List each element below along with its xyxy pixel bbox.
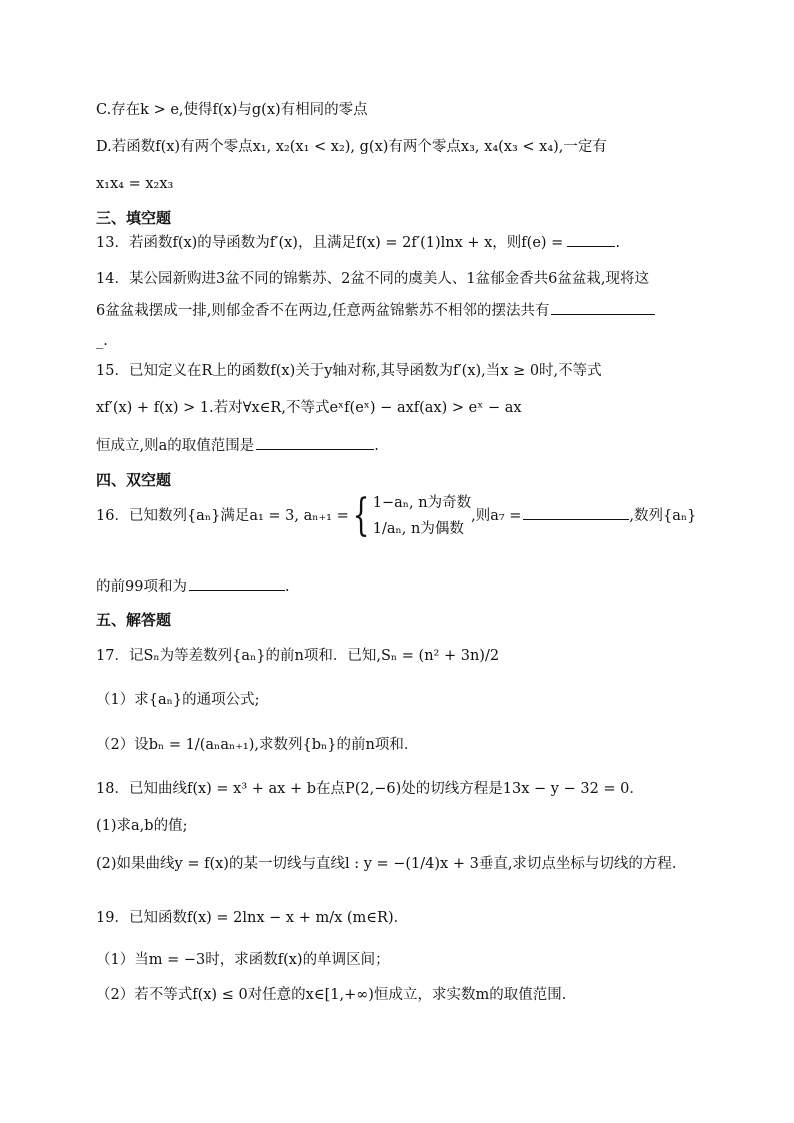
case-odd: 1−aₙ, n为奇数 [372, 495, 472, 511]
question-16-tail: ,则a₇ = [471, 508, 522, 524]
question-14-line3: _. [96, 333, 108, 349]
question-16-lead: 16．已知数列{aₙ}满足a₁ = 3, aₙ₊₁ = [96, 508, 349, 524]
answer-blank-16b[interactable] [189, 576, 285, 591]
question-16-tail2: ,数列{aₙ} [629, 508, 697, 524]
answer-blank-14[interactable] [551, 300, 655, 315]
section-double-blank: 四、双空题 [96, 471, 172, 489]
case-even: 1/aₙ, n为偶数 [372, 521, 464, 537]
question-14-line2 [96, 300, 655, 321]
question-14-line1: 14．某公园新购进3盆不同的锦紫苏、2盆不同的虞美人、1盆郁金香共6盆盆栽,现将这 [96, 271, 649, 287]
question-15-line1: 15．已知定义在R上的函数f(x)关于y轴对称,其导函数为f′(x),当x ≥ 0时,不等式 [96, 363, 602, 379]
cases-brace: { [352, 490, 370, 541]
question-19: 19．已知函数f(x) = 2lnx − x + m/x (m∈R)． [96, 910, 409, 926]
question-13: 13．若函数f(x)的导函数为f′(x)，且满足f(x) = 2f′(1)lnx + x，则f(e) = . [96, 232, 620, 253]
section-fill-blank: 三、填空题 [96, 209, 172, 227]
question-15-line3: 恒成立,则a的取值范围是 . [96, 435, 379, 456]
question-18-part2: (2)如果曲线y = f(x)的某一切线与直线l : y = −(1/4)x + 3垂直,求切点坐标与切线的方程. [96, 856, 677, 872]
question-17-part1: （1）求{aₙ}的通项公式; [96, 692, 260, 708]
question-17-part2: （2）设bₙ = 1/(aₙaₙ₊₁),求数列{bₙ}的前n项和． [96, 737, 419, 753]
question-15-text: 恒成立,则a的取值范围是 [96, 438, 255, 454]
piecewise-cases [373, 490, 471, 542]
option-d-line2: x₁x₄ = x₂x₃ [96, 176, 174, 192]
question-16-text-b: 的前99项和为 [96, 579, 187, 595]
question-19-part1: （1）当m = −3时，求函数f(x)的单调区间； [96, 952, 390, 968]
section-answer: 五、解答题 [96, 611, 172, 629]
question-14-text: 6盆盆栽摆成一排,则郁金香不在两边,任意两盆锦紫苏不相邻的摆法共有 [96, 303, 550, 319]
question-18-part1: (1)求a,b的值; [96, 818, 188, 834]
question-16 [96, 490, 696, 542]
question-17: 17．记Sₙ为等差数列{aₙ}的前n项和．已知,Sₙ = (n² + 3n)/2 [96, 648, 500, 664]
question-18: 18．已知曲线f(x) = x³ + ax + b在点P(2,−6)处的切线方程是13x − y − 32 = 0． [96, 781, 644, 797]
option-d-line1: D.若函数f(x)有两个零点x₁, x₂(x₁ < x₂), g(x)有两个零点x₃, x₄(x₃ < x₄),一定有 [96, 139, 607, 155]
answer-blank-13[interactable] [567, 232, 615, 247]
question-15-line2: xf′(x) + f(x) > 1.若对∀x∈R,不等式eˣf(eˣ) − axf(ax) > eˣ − ax [96, 400, 522, 416]
question-19-part2: （2）若不等式f(x) ≤ 0对任意的x∈[1,+∞)恒成立，求实数m的取值范围. [96, 987, 567, 1003]
answer-blank-15[interactable] [256, 435, 374, 450]
question-16-line2: 的前99项和为 . [96, 576, 290, 597]
option-c: C.存在k > e,使得f(x)与g(x)有相同的零点 [96, 102, 368, 118]
answer-blank-16a[interactable] [523, 505, 629, 520]
question-13-text: 13．若函数f(x)的导函数为f′(x)，且满足f(x) = 2f′(1)lnx + x，则f(e) = [96, 235, 564, 251]
